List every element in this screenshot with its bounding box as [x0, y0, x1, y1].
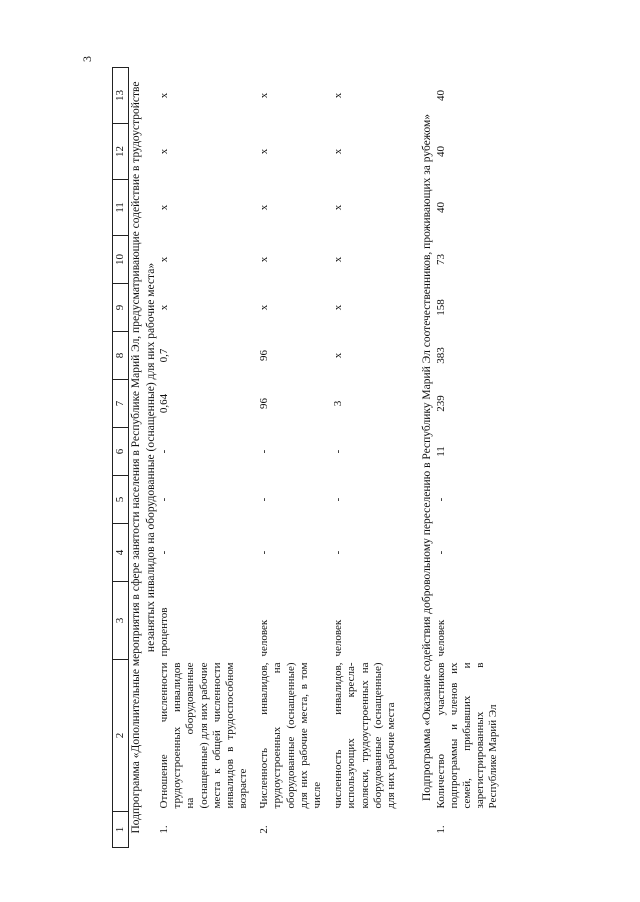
row-number: 1.: [157, 825, 170, 834]
header-cell: 4: [113, 524, 129, 582]
value-cell: -: [332, 497, 345, 502]
value-cell: -: [258, 497, 271, 502]
rotated-table-area: [112, 68, 532, 848]
row-number: 1.: [434, 825, 447, 834]
unit-of-measure: процентов: [157, 607, 170, 657]
value-cell: x: [332, 92, 345, 99]
subprogram-heading-row: [129, 68, 158, 848]
indicators-table: [112, 67, 508, 848]
subprogram-heading-row: [406, 68, 434, 848]
indicator-name: Численность инвалидов, трудоустроенных на оборудованные (оснащенные) для них рабочие места, в том числе: [258, 662, 323, 809]
indicator-name: численность инвалидов, использующих кресла-коляски, трудоустроенных на оборудованные (оснащенные) для них рабочие места: [332, 662, 397, 809]
subprogram-title: Подпрограмма «Дополнительные мероприятия в сфере занятости населения в Республике Марий Эл, предусматривающие содействие в трудоустройстве незанятых инвалидов на оборудованные (оснащенные) для них рабочие места»: [130, 81, 157, 834]
header-cell: 13: [113, 68, 129, 124]
value-cell: x: [332, 304, 345, 311]
header-cell: 6: [113, 428, 129, 476]
table-row: [435, 68, 509, 848]
value-cell: 239: [434, 395, 447, 412]
value-cell: -: [434, 497, 447, 502]
table-row: [332, 68, 406, 848]
header-cell: 11: [113, 180, 129, 236]
subprogram-title: Подпрограмма «Оказание содействия добровольному переселению в Республику Марий Эл соотечественников, проживающих за рубежом»: [421, 114, 434, 802]
value-cell: 383: [434, 347, 447, 364]
value-cell: 73: [434, 254, 447, 265]
value-cell: 3: [332, 400, 345, 407]
value-cell: -: [332, 449, 345, 454]
value-cell: x: [157, 256, 170, 263]
value-cell: 0,64: [157, 393, 170, 414]
value-cell: -: [434, 550, 447, 555]
value-cell: -: [258, 550, 271, 555]
header-cell: 12: [113, 124, 129, 180]
value-cell: x: [332, 204, 345, 211]
value-cell: 96: [258, 350, 271, 361]
page-number: 3: [80, 56, 94, 62]
value-cell: x: [157, 304, 170, 311]
value-cell: 40: [434, 90, 447, 101]
value-cell: -: [157, 497, 170, 502]
row-number: [332, 812, 406, 848]
value-cell: x: [258, 204, 271, 211]
header-cell: 7: [113, 380, 129, 428]
value-cell: 0,7: [157, 348, 170, 363]
value-cell: x: [258, 92, 271, 99]
header-cell: 10: [113, 236, 129, 284]
unit-of-measure: человек: [332, 619, 345, 657]
value-cell: -: [157, 550, 170, 555]
value-cell: 40: [434, 202, 447, 213]
value-cell: 11: [434, 446, 447, 457]
column-number-header: [113, 68, 129, 848]
header-cell: 2: [113, 660, 129, 812]
indicator-name: Количество участников подпрограммы и членов их семей, прибывших и зарегистрированных в Республике Марий Эл: [434, 662, 500, 809]
unit-of-measure: человек: [434, 619, 447, 657]
value-cell: 96: [258, 398, 271, 409]
value-cell: x: [157, 148, 170, 155]
value-cell: -: [157, 449, 170, 454]
header-cell: 9: [113, 284, 129, 332]
indicator-name: Отношение численности трудоустроенных инвалидов на оборудованные (оснащенные) для них рабочие места к общей численности инвалидов в трудоспособном возрасте: [157, 662, 250, 809]
value-cell: -: [258, 449, 271, 454]
value-cell: 158: [434, 299, 447, 316]
table-row: [158, 68, 258, 848]
value-cell: x: [332, 352, 345, 359]
header-cell: 5: [113, 476, 129, 524]
header-cell: 1: [113, 812, 129, 848]
value-cell: x: [157, 204, 170, 211]
row-number: 2.: [258, 825, 271, 834]
header-cell: 8: [113, 332, 129, 380]
header-cell: 3: [113, 582, 129, 660]
value-cell: 40: [434, 146, 447, 157]
value-cell: x: [332, 256, 345, 263]
table-row: [258, 68, 332, 848]
value-cell: x: [258, 148, 271, 155]
value-cell: x: [258, 256, 271, 263]
value-cell: x: [258, 304, 271, 311]
unit-of-measure: человек: [258, 619, 271, 657]
value-cell: x: [157, 92, 170, 99]
value-cell: -: [332, 550, 345, 555]
value-cell: x: [332, 148, 345, 155]
